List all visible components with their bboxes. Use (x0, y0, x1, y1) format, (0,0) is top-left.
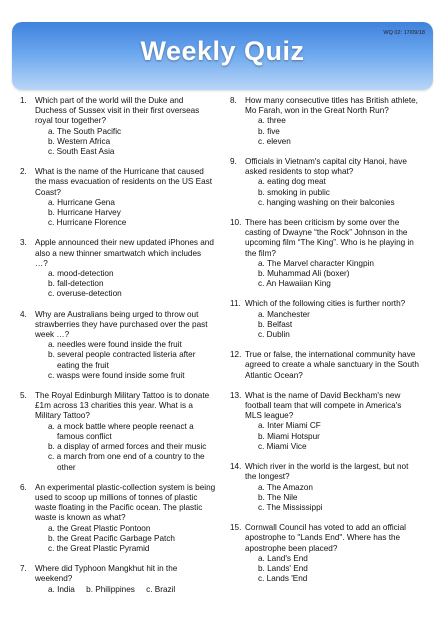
answer-option: c. a march from one end of a country to the other (48, 452, 205, 472)
question-text: Which part of the world will the Duke and Duchess of Sussex visit in their first overseas royal tour together? (35, 96, 200, 126)
answer-option: a. The South Pacific (48, 126, 122, 136)
answer-option: b. Lands' End (258, 563, 308, 573)
question-text: Officials in Vietnam's capital city Hanoi, have asked residents to stop what? (245, 157, 407, 177)
question-number: 9. (230, 157, 237, 167)
question-number: 1. (20, 96, 27, 105)
answer-option: c. Lands 'End (258, 574, 308, 584)
question-14 (230, 462, 420, 513)
answer-options (258, 310, 420, 341)
answer-options (48, 127, 216, 158)
question-11 (230, 299, 420, 340)
answer-option: a. eating dog meat (258, 177, 326, 187)
quiz-code: WQ 02: 17/09/18 (383, 30, 425, 36)
question-13 (230, 391, 420, 452)
answer-option: b. Miami Hotspur (258, 431, 320, 441)
question-4 (20, 310, 216, 381)
answer-option: a. needles were found inside the fruit (48, 340, 182, 350)
question-text: Which of the following cities is further north? (245, 299, 406, 309)
question-text: True or false, the international community have agreed to create a whale sanctuary in the South Atlantic Ocean? (245, 350, 419, 380)
answer-option: a. the Great Plastic Pontoon (48, 523, 151, 533)
question-number: 7. (20, 564, 27, 574)
question-number: 8. (230, 96, 237, 105)
question-number: 10. (230, 218, 242, 228)
answer-option: a. mood-detection (48, 269, 114, 279)
question-9 (230, 157, 420, 208)
question-1 (20, 96, 216, 157)
answer-options (258, 483, 420, 514)
question-number: 6. (20, 482, 27, 492)
answer-options (48, 422, 216, 473)
answer-option: b. five (258, 126, 280, 136)
answer-options (48, 198, 216, 229)
question-text: How many consecutive titles has British athlete, Mo Farah, won in the Great North Run? (245, 96, 418, 116)
answer-options (48, 269, 216, 300)
page-title: Weekly Quiz (140, 36, 305, 66)
answer-option: a. Inter Miami CF (258, 421, 321, 431)
answer-option: a. Land's End (258, 553, 308, 563)
left-column (20, 96, 216, 595)
question-5 (20, 391, 216, 473)
answer-option: b. The Nile (258, 492, 298, 502)
question-number: 13. (230, 390, 242, 400)
answer-option: b. Western Africa (48, 136, 111, 146)
question-6 (20, 483, 216, 554)
question-2 (20, 167, 216, 228)
question-number: 14. (230, 462, 242, 472)
answer-option: b. fall-detection (48, 279, 104, 289)
question-text: Apple announced their new updated iPhones and also a new thinner smartwatch which includes …? (35, 238, 214, 268)
answer-option: c. South East Asia (48, 147, 115, 157)
answer-option: c. Dublin (258, 330, 290, 340)
question-text: Which river in the world is the largest, but not the longest? (245, 462, 409, 482)
answer-option: c. eleven (258, 136, 291, 146)
question-15 (230, 523, 420, 584)
answer-option: c. Miami Vice (258, 441, 307, 451)
answer-option: c. An Hawaiian King (258, 279, 331, 289)
question-text: What is the name of David Beckham's new football team that will compete in America's MLS league? (245, 390, 402, 421)
answer-option: b. Hurricane Harvey (48, 208, 121, 218)
question-text: Why are Australians being urged to throw out strawberries they have purchased over the past week …? (35, 309, 208, 340)
question-text: An experimental plastic-collection system is being used to scoop up millions of tonnes of plastic waste floating in the Pacific ocean. The plastic waste is known as what? (35, 482, 216, 523)
question-10 (230, 218, 420, 289)
answer-options (258, 554, 420, 585)
question-text: There has been criticism by some over the casting of Dwayne “the Rock” Johnson in the upcoming film “The King”. Who is he playing in the film? (245, 218, 414, 258)
answer-option: c. Hurricane Florence (48, 218, 127, 228)
question-number: 4. (20, 309, 27, 319)
question-text: The Royal Edinburgh Military Tattoo is to donate £1m across 13 charities this year. What is a Military Tattoo? (35, 391, 210, 421)
question-number: 5. (20, 391, 27, 401)
question-text: Where did Typhoon Mangkhut hit in the weekend? (35, 564, 178, 584)
question-8 (230, 96, 420, 147)
question-12 (230, 350, 420, 381)
answer-option: c. overuse-detection (48, 289, 122, 299)
answer-option: c. hanging washing on their balconies (258, 197, 395, 207)
question-number: 15. (230, 523, 242, 533)
answer-option: c. The Mississippi (258, 502, 323, 512)
question-7 (20, 564, 216, 595)
answer-options (258, 177, 420, 208)
answer-option: b. Muhammad Ali (boxer) (258, 269, 350, 279)
right-column (230, 96, 420, 584)
answer-option: c. wasps were found inside some fruit (48, 370, 185, 380)
answer-option: b. Belfast (258, 319, 293, 329)
answer-option: a. Hurricane Gena (48, 197, 115, 207)
answer-options (258, 421, 420, 452)
answer-option: a. three (258, 116, 286, 126)
answer-options (258, 116, 420, 147)
answer-option: b. the Great Pacific Garbage Patch (48, 533, 175, 543)
question-number: 12. (230, 350, 242, 360)
answer-option: a. The Marvel character Kingpin (258, 258, 374, 268)
question-number: 2. (20, 167, 27, 177)
answer-option: a. India (48, 584, 75, 594)
answer-options (258, 259, 420, 290)
question-text: What is the name of the Hurricane that caused the mass evacuation of residents on the US East Coast? (35, 167, 213, 197)
answer-options (48, 340, 216, 381)
header-banner (12, 22, 433, 90)
answer-options (48, 524, 216, 555)
answer-option: c. the Great Plastic Pyramid (48, 543, 150, 553)
question-text: Cornwall Council has voted to add an official apostrophe to "Lands End". Where has the apostrophe been placed? (245, 523, 406, 553)
answer-option: a. Manchester (258, 309, 310, 319)
answer-option: b. smoking in public (258, 187, 330, 197)
answer-options (48, 585, 216, 595)
answer-option: b. several people contracted listeria after eating the fruit (48, 350, 196, 370)
answer-option: b. Philippines (86, 584, 135, 594)
question-3 (20, 238, 216, 299)
question-number: 11. (230, 299, 241, 309)
answer-option: a. The Amazon (258, 482, 313, 492)
answer-option: c. Brazil (146, 584, 176, 594)
answer-option: a. a mock battle where people reenact a famous conflict (48, 421, 194, 441)
question-number: 3. (20, 238, 27, 248)
answer-option: b. a display of armed forces and their music (48, 442, 207, 452)
